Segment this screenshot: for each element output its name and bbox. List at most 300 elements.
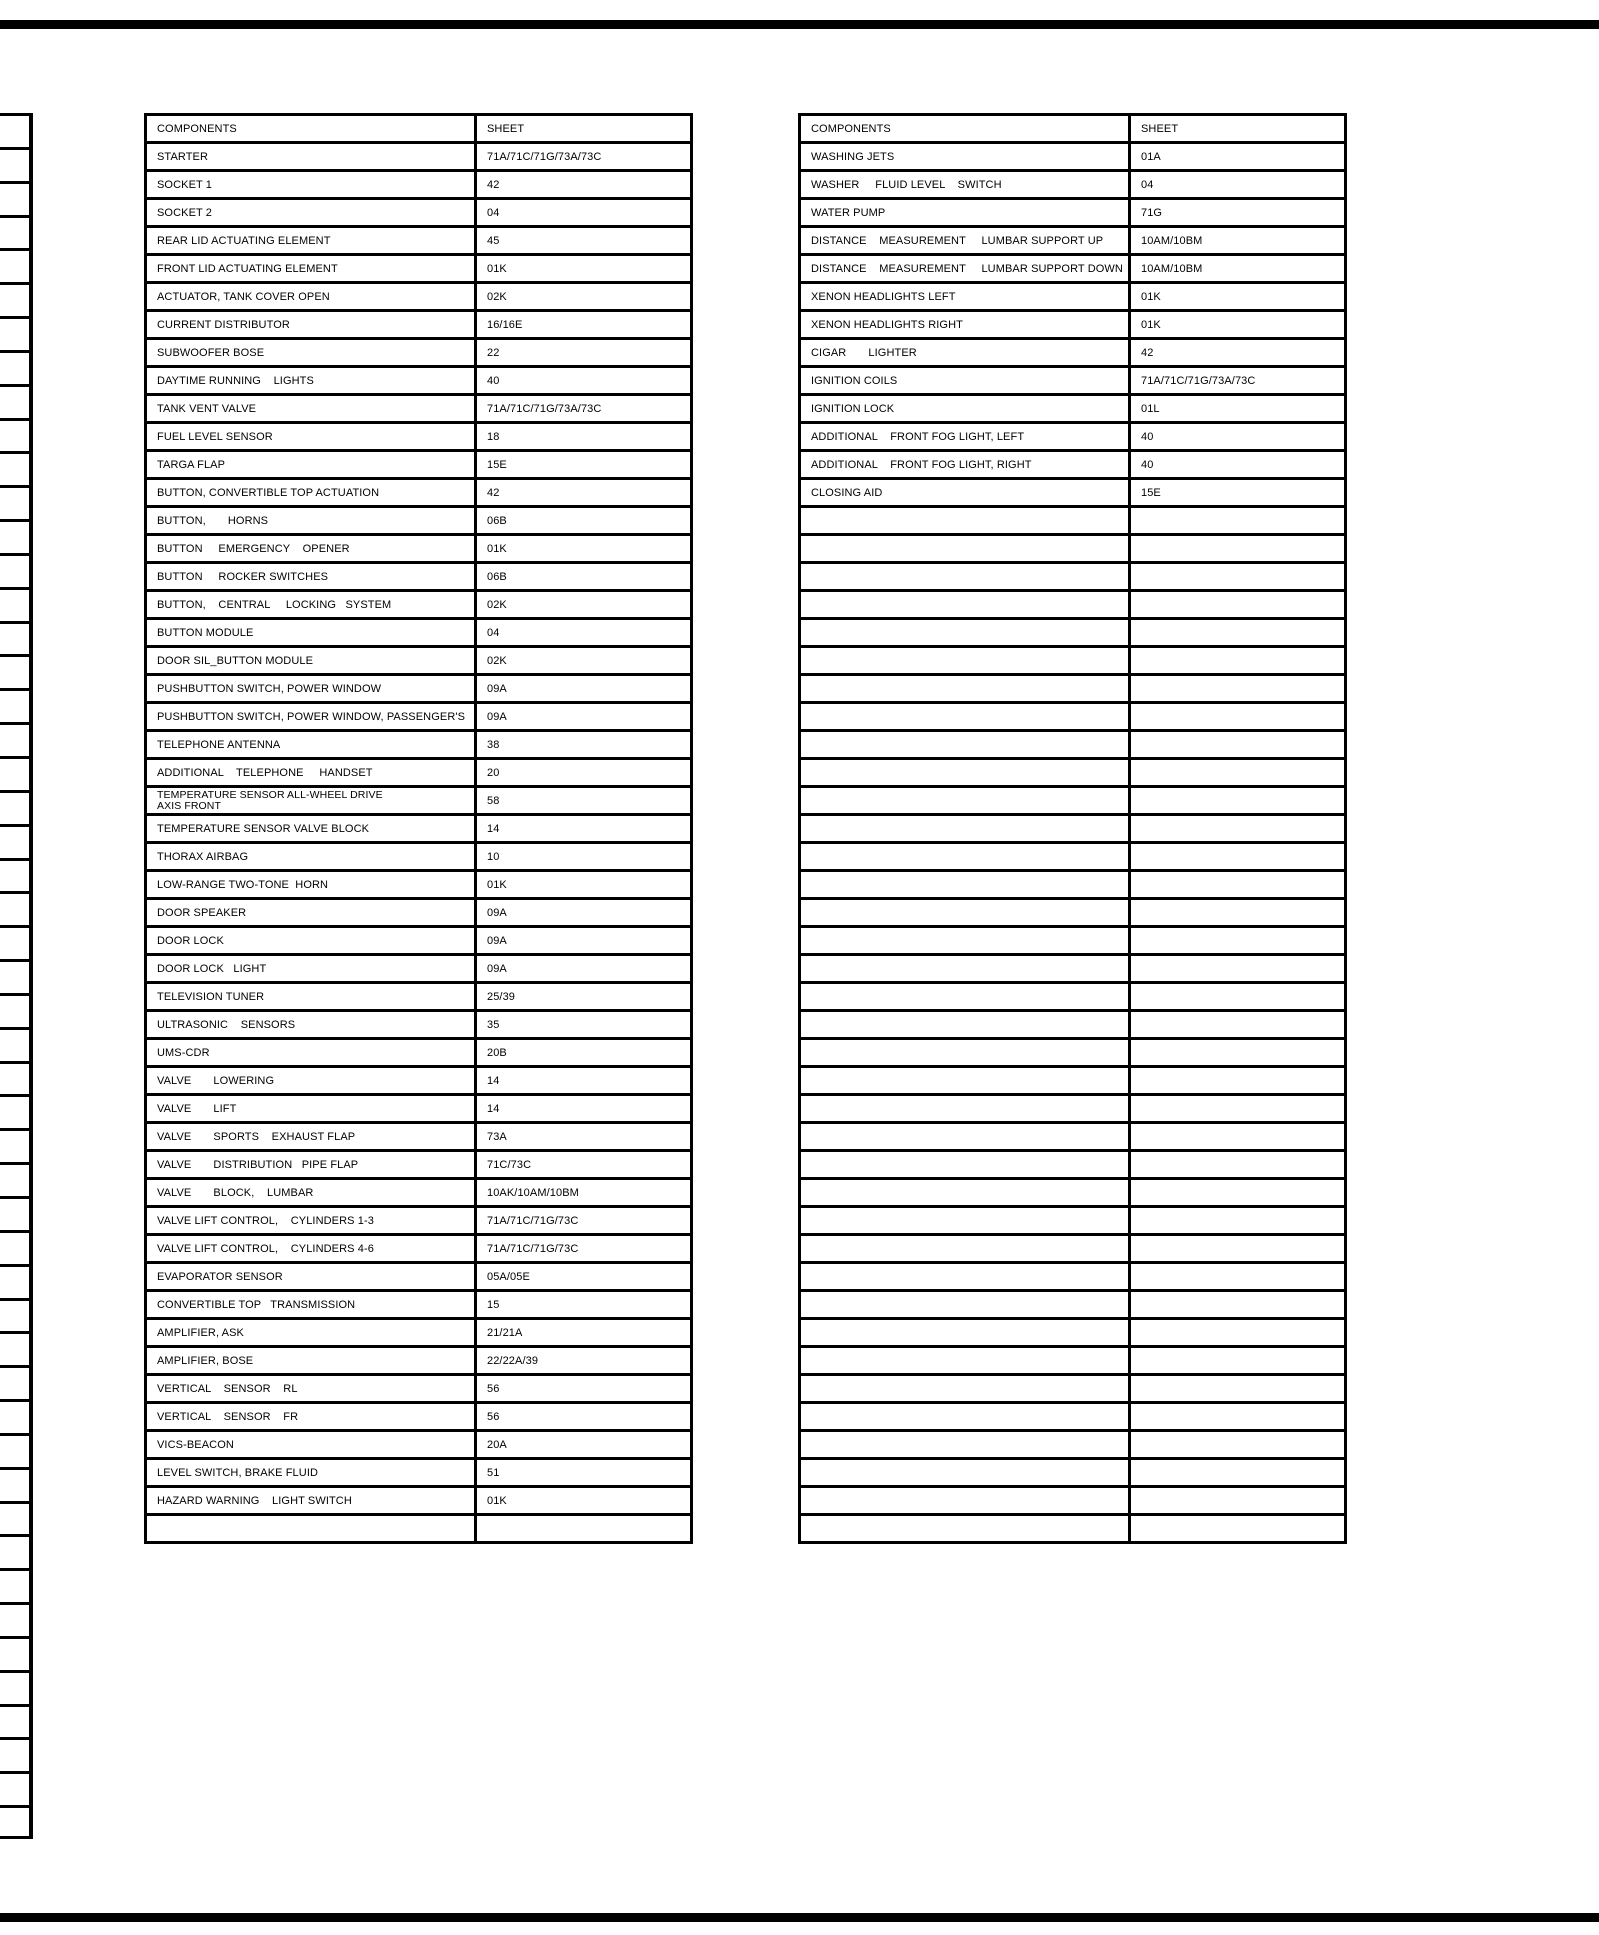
sheet-cell [1130,1375,1346,1403]
stub-row-line [0,553,33,556]
component-cell: ADDITIONAL FRONT FOG LIGHT, LEFT [800,423,1130,451]
table-row [146,927,692,955]
table-row [800,899,1346,927]
sheet-cell [1130,759,1346,787]
stub-row-line [0,722,33,725]
component-cell: TEMPERATURE SENSOR VALVE BLOCK [146,815,476,843]
table-row [800,619,1346,647]
sheet-cell: 20B [476,1039,692,1067]
sheet-cell: 01K [476,255,692,283]
stub-row-line [0,181,33,184]
sheet-cell: 01K [476,1487,692,1515]
table-row [146,1207,692,1235]
stub-row-line [0,519,33,522]
table-row [146,451,692,479]
sheet-cell [1130,787,1346,815]
sheet-cell: 02K [476,647,692,675]
component-cell [800,507,1130,535]
component-cell: BUTTON, CENTRAL LOCKING SYSTEM [146,591,476,619]
component-cell: CONVERTIBLE TOP TRANSMISSION [146,1291,476,1319]
sheet-cell: 01K [1130,311,1346,339]
sheet-cell: 02K [476,591,692,619]
table-row [146,731,692,759]
stub-row-line [0,1602,33,1605]
stub-row-line [0,1467,33,1470]
component-cell: SOCKET 2 [146,199,476,227]
sheet-cell [1130,1263,1346,1291]
stub-row-line [0,1027,33,1030]
component-cell: BUTTON MODULE [146,619,476,647]
table-row [146,647,692,675]
table-row [800,339,1346,367]
table-row [800,1319,1346,1347]
sheet-cell: 71A/71C/71G/73A/73C [476,395,692,423]
table-row [146,227,692,255]
component-cell: PUSHBUTTON SWITCH, POWER WINDOW [146,675,476,703]
stub-row-line [0,1365,33,1368]
table-row [146,1375,692,1403]
stub-row-line [0,993,33,996]
component-cell: ADDITIONAL TELEPHONE HANDSET [146,759,476,787]
table-row [146,1151,692,1179]
table-row [146,1459,692,1487]
stub-row-line [0,858,33,861]
sheet-cell [1130,507,1346,535]
sheet-cell: 01K [476,871,692,899]
table-row [800,843,1346,871]
column-header-components: COMPONENTS [800,115,1130,143]
sheet-cell: 02K [476,283,692,311]
column-header-sheet: SHEET [476,115,692,143]
sheet-cell [1130,1459,1346,1487]
component-cell [800,619,1130,647]
component-cell: VALVE LOWERING [146,1067,476,1095]
table-row [800,451,1346,479]
table-row [146,1235,692,1263]
component-cell: VALVE DISTRIBUTION PIPE FLAP [146,1151,476,1179]
stub-row-line [0,1836,33,1839]
stub-row-line [0,451,33,454]
component-cell: THORAX AIRBAG [146,843,476,871]
component-cell [800,1011,1130,1039]
table-row [800,479,1346,507]
sheet-cell: 09A [476,675,692,703]
component-cell [800,647,1130,675]
table-row [800,731,1346,759]
component-cell: TELEPHONE ANTENNA [146,731,476,759]
table-row [800,787,1346,815]
table-row [146,479,692,507]
sheet-cell [1130,955,1346,983]
stub-row-line [0,1737,33,1740]
component-cell: ADDITIONAL FRONT FOG LIGHT, RIGHT [800,451,1130,479]
sheet-cell: 58 [476,787,692,815]
component-cell [800,1095,1130,1123]
table-row [146,311,692,339]
table-row [800,647,1346,675]
sheet-cell [1130,1515,1346,1543]
top-border-rule [0,20,1599,29]
component-cell: VALVE BLOCK, LUMBAR [146,1179,476,1207]
component-cell: ULTRASONIC SENSORS [146,1011,476,1039]
sheet-cell [1130,731,1346,759]
table-row [800,759,1346,787]
component-cell: UMS-CDR [146,1039,476,1067]
sheet-cell [476,1515,692,1543]
stub-row-line [0,485,33,488]
sheet-cell [1130,1207,1346,1235]
sheet-cell [1130,1403,1346,1431]
table-row [146,843,692,871]
component-cell [800,703,1130,731]
table-row [800,367,1346,395]
table-row [146,367,692,395]
component-cell: DISTANCE MEASUREMENT LUMBAR SUPPORT DOWN [800,255,1130,283]
component-cell [800,1347,1130,1375]
table-row [146,1431,692,1459]
sheet-cell: 05A/05E [476,1263,692,1291]
component-cell: EVAPORATOR SENSOR [146,1263,476,1291]
sheet-cell [1130,843,1346,871]
stub-row-line [0,316,33,319]
component-cell [800,871,1130,899]
table-row [800,1263,1346,1291]
table-row [146,1179,692,1207]
table-row [800,1459,1346,1487]
component-cell: CIGAR LIGHTER [800,339,1130,367]
component-cell [800,955,1130,983]
table-row [146,1487,692,1515]
table-row [800,1039,1346,1067]
sheet-cell: 45 [476,227,692,255]
table-row [146,1067,692,1095]
table-row [800,255,1346,283]
component-cell [800,1431,1130,1459]
table-row [146,507,692,535]
table-row [800,927,1346,955]
component-cell: AMPLIFIER, ASK [146,1319,476,1347]
component-cell [800,1319,1130,1347]
components-table-right [798,113,1347,1544]
component-cell: DOOR SPEAKER [146,899,476,927]
table-row [800,1235,1346,1263]
sheet-cell: 14 [476,1067,692,1095]
table-row [800,1403,1346,1431]
table-row [800,1375,1346,1403]
component-cell [146,1515,476,1543]
component-cell: BUTTON EMERGENCY OPENER [146,535,476,563]
table-row [800,955,1346,983]
table-row [146,1011,692,1039]
table-row [800,423,1346,451]
stub-row-line [0,587,33,590]
stub-row-line [0,925,33,928]
stub-row-line [0,1162,33,1165]
table-row [146,143,692,171]
component-cell: BUTTON ROCKER SWITCHES [146,563,476,591]
column-header-sheet: SHEET [1130,115,1346,143]
stub-row-line [0,248,33,251]
component-cell: DOOR SIL_BUTTON MODULE [146,647,476,675]
component-cell: DOOR LOCK [146,927,476,955]
table-row [800,815,1346,843]
component-cell [800,1487,1130,1515]
table-row [800,1207,1346,1235]
sheet-cell: 71A/71C/71G/73A/73C [476,143,692,171]
sheet-cell [1130,1011,1346,1039]
sheet-cell: 71A/71C/71G/73C [476,1235,692,1263]
sheet-cell: 04 [476,199,692,227]
sheet-cell: 71C/73C [476,1151,692,1179]
table-row [146,423,692,451]
component-cell: VALVE LIFT CONTROL, CYLINDERS 4-6 [146,1235,476,1263]
stub-row-line [0,654,33,657]
sheet-cell: 01K [1130,283,1346,311]
component-cell: PUSHBUTTON SWITCH, POWER WINDOW, PASSENGER'S [146,703,476,731]
sheet-cell: 10AK/10AM/10BM [476,1179,692,1207]
component-cell: DAYTIME RUNNING LIGHTS [146,367,476,395]
sheet-cell: 04 [476,619,692,647]
component-cell [800,787,1130,815]
sheet-cell: 42 [1130,339,1346,367]
table-row [800,675,1346,703]
stub-row-line [0,1704,33,1707]
sheet-cell [1130,1431,1346,1459]
table-row [800,1151,1346,1179]
component-cell: IGNITION COILS [800,367,1130,395]
component-cell [800,1151,1130,1179]
component-cell [800,1123,1130,1151]
sheet-cell [1130,1487,1346,1515]
sheet-cell: 06B [476,563,692,591]
sheet-cell: 01L [1130,395,1346,423]
sheet-cell: 16/16E [476,311,692,339]
table-row [800,983,1346,1011]
component-cell [800,563,1130,591]
table-row [146,283,692,311]
component-cell: WATER PUMP [800,199,1130,227]
table-row [146,983,692,1011]
stub-row-line [0,1501,33,1504]
sheet-cell: 21/21A [476,1319,692,1347]
component-cell: TARGA FLAP [146,451,476,479]
stub-row-line [0,1196,33,1199]
component-cell [800,983,1130,1011]
sheet-cell: 40 [1130,423,1346,451]
sheet-cell [1130,899,1346,927]
sheet-cell: 09A [476,703,692,731]
component-cell [800,591,1130,619]
stub-row-line [0,621,33,624]
component-cell: VALVE LIFT [146,1095,476,1123]
component-cell: VERTICAL SENSOR FR [146,1403,476,1431]
sheet-cell: 42 [476,171,692,199]
sheet-cell: 10 [476,843,692,871]
stub-row-line [0,891,33,894]
stub-row-line [0,147,33,150]
stub-row-line [0,1568,33,1571]
component-cell: TELEVISION TUNER [146,983,476,1011]
table-row [146,1515,692,1543]
table-row [800,563,1346,591]
component-cell: IGNITION LOCK [800,395,1130,423]
component-cell [800,899,1130,927]
components-table-left [144,113,693,1544]
stub-row-line [0,1534,33,1537]
sheet-cell [1130,871,1346,899]
sheet-cell: 20 [476,759,692,787]
component-cell [800,1515,1130,1543]
component-cell [800,1235,1130,1263]
component-cell [800,675,1130,703]
component-cell: STARTER [146,143,476,171]
component-cell: XENON HEADLIGHTS RIGHT [800,311,1130,339]
sheet-cell: 51 [476,1459,692,1487]
table-header-row [800,115,1346,143]
stub-row-line [0,1331,33,1334]
component-cell: VERTICAL SENSOR RL [146,1375,476,1403]
sheet-cell: 09A [476,955,692,983]
sheet-cell [1130,1291,1346,1319]
stub-row-line [0,824,33,827]
stub-row-line [0,1433,33,1436]
stub-row-line [0,1399,33,1402]
stub-row-line [0,282,33,285]
sheet-cell: 14 [476,815,692,843]
component-cell [800,1207,1130,1235]
table-row [146,1123,692,1151]
sheet-cell [1130,927,1346,955]
table-row [800,283,1346,311]
component-cell: SOCKET 1 [146,171,476,199]
sheet-cell: 01A [1130,143,1346,171]
component-cell [800,1291,1130,1319]
component-cell: BUTTON, CONVERTIBLE TOP ACTUATION [146,479,476,507]
component-cell [800,1263,1130,1291]
stub-row-line [0,959,33,962]
table-row [146,899,692,927]
component-cell [800,731,1130,759]
table-row [146,1039,692,1067]
stub-row-line [0,1298,33,1301]
table-row [800,591,1346,619]
sheet-cell [1130,1151,1346,1179]
sheet-cell: 01K [476,535,692,563]
sheet-cell [1130,619,1346,647]
component-cell: SUBWOOFER BOSE [146,339,476,367]
component-cell: DISTANCE MEASUREMENT LUMBAR SUPPORT UP [800,227,1130,255]
sheet-cell [1130,675,1346,703]
table-row [800,1095,1346,1123]
component-cell [800,1067,1130,1095]
left-table-stub [0,113,33,1839]
component-cell: CURRENT DISTRIBUTOR [146,311,476,339]
sheet-cell [1130,563,1346,591]
stub-row-line [0,215,33,218]
column-header-components: COMPONENTS [146,115,476,143]
component-cell: BUTTON, HORNS [146,507,476,535]
table-row [146,171,692,199]
table-header-row [146,115,692,143]
component-cell: TANK VENT VALVE [146,395,476,423]
table-row [146,1291,692,1319]
sheet-cell: 09A [476,899,692,927]
stub-row-line [0,756,33,759]
sheet-cell: 42 [476,479,692,507]
component-cell [800,815,1130,843]
sheet-cell: 06B [476,507,692,535]
table-row [146,619,692,647]
sheet-cell [1130,1235,1346,1263]
table-row [800,1123,1346,1151]
table-row [146,675,692,703]
component-cell [800,1179,1130,1207]
table-row [146,955,692,983]
stub-row-line [0,1128,33,1131]
component-cell [800,1459,1130,1487]
sheet-cell: 18 [476,423,692,451]
sheet-cell [1130,647,1346,675]
table-row [800,1291,1346,1319]
table-row [146,1263,692,1291]
component-cell: VALVE SPORTS EXHAUST FLAP [146,1123,476,1151]
table-row [146,871,692,899]
sheet-cell: 04 [1130,171,1346,199]
sheet-cell [1130,703,1346,731]
table-row [800,535,1346,563]
stub-row-line [0,1230,33,1233]
sheet-cell [1130,1039,1346,1067]
sheet-cell: 40 [1130,451,1346,479]
sheet-cell: 10AM/10BM [1130,255,1346,283]
sheet-cell: 71A/71C/71G/73A/73C [1130,367,1346,395]
table-row [146,703,692,731]
sheet-cell: 10AM/10BM [1130,227,1346,255]
sheet-cell: 14 [476,1095,692,1123]
table-row [800,199,1346,227]
table-row [146,1403,692,1431]
component-cell: DOOR LOCK LIGHT [146,955,476,983]
sheet-cell [1130,983,1346,1011]
table-row [146,1319,692,1347]
sheet-cell [1130,1347,1346,1375]
component-cell: LOW-RANGE TWO-TONE HORN [146,871,476,899]
component-cell: AMPLIFIER, BOSE [146,1347,476,1375]
sheet-cell: 15E [1130,479,1346,507]
table-row [146,1347,692,1375]
table-row [800,1347,1346,1375]
table-row [800,227,1346,255]
bottom-border-rule [0,1913,1599,1922]
table-row [800,1067,1346,1095]
sheet-cell: 25/39 [476,983,692,1011]
table-row [146,1095,692,1123]
sheet-cell: 71G [1130,199,1346,227]
stub-row-line [0,1061,33,1064]
component-cell: WASHING JETS [800,143,1130,171]
component-cell: HAZARD WARNING LIGHT SWITCH [146,1487,476,1515]
component-cell [800,1039,1130,1067]
table-row [146,255,692,283]
stub-row-line [0,1805,33,1808]
component-cell: XENON HEADLIGHTS LEFT [800,283,1130,311]
component-cell: LEVEL SWITCH, BRAKE FLUID [146,1459,476,1487]
component-cell: VALVE LIFT CONTROL, CYLINDERS 1-3 [146,1207,476,1235]
table-row [146,535,692,563]
stub-row-line [0,113,33,116]
sheet-cell: 35 [476,1011,692,1039]
sheet-cell: 22/22A/39 [476,1347,692,1375]
